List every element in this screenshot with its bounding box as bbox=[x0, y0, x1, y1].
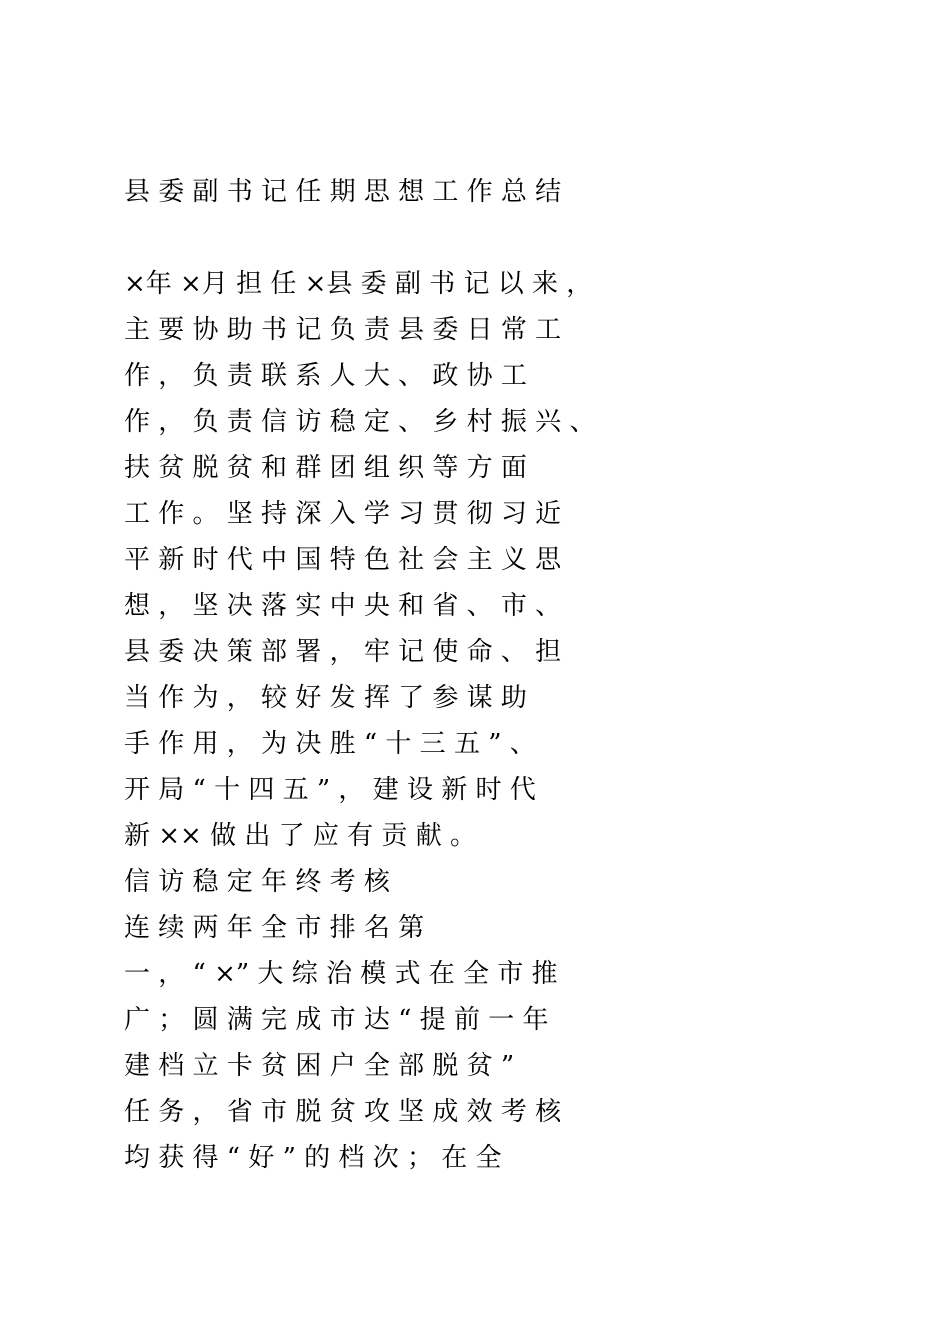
document-body bbox=[124, 264, 846, 1184]
body-line: 想 ， 坚 决 落 实 中 央 和 省 、 市 、 bbox=[124, 591, 562, 621]
body-line: 平 新 时 代 中 国 特 色 社 会 主 义 思 bbox=[124, 545, 562, 575]
body-line: 扶 贫 脱 贫 和 群 团 组 织 等 方 面 bbox=[124, 453, 527, 483]
body-line: 主 要 协 助 书 记 负 责 县 委 日 常 工 bbox=[124, 315, 562, 345]
body-line: 连 续 两 年 全 市 排 名 第 bbox=[124, 913, 425, 943]
body-line: ×年 ×月 担 任 ×县 委 副 书 记 以 来 ， bbox=[124, 269, 593, 299]
body-line: 县 委 决 策 部 署 ， 牢 记 使 命 、 担 bbox=[124, 637, 562, 667]
body-line: 均 获 得 “ 好 ” 的 档 次 ； 在 全 bbox=[124, 1143, 502, 1173]
body-line: 广 ； 圆 满 完 成 市 达 “ 提 前 一 年 bbox=[124, 1005, 549, 1035]
body-line: 信 访 稳 定 年 终 考 核 bbox=[124, 867, 390, 897]
body-line: 作 ， 负 责 信 访 稳 定 、 乡 村 振 兴 、 bbox=[124, 407, 596, 437]
document-title: 县 委 副 书 记 任 期 思 想 工 作 总 结 bbox=[124, 177, 562, 207]
body-line: 开 局 “ 十 四 五 ” ， 建 设 新 时 代 bbox=[124, 775, 536, 805]
body-line: 工 作 。 坚 持 深 入 学 习 贯 彻 习 近 bbox=[124, 499, 562, 529]
body-line: 作 ， 负 责 联 系 人 大 、 政 协 工 bbox=[124, 361, 527, 391]
body-line: 当 作 为 ， 较 好 发 挥 了 参 谋 助 bbox=[124, 683, 527, 713]
body-line: 任 务 ， 省 市 脱 贫 攻 坚 成 效 考 核 bbox=[124, 1097, 562, 1127]
body-line: 建 档 立 卡 贫 困 户 全 部 脱 贫 ” bbox=[124, 1051, 515, 1081]
body-line: 一 ， “ ×” 大 综 治 模 式 在 全 市 推 bbox=[124, 959, 558, 989]
body-line: 新 ×× 做 出 了 应 有 贡 献 。 bbox=[124, 821, 476, 851]
body-line: 手 作 用 ， 为 决 胜 “ 十 三 五 ” 、 bbox=[124, 729, 536, 759]
